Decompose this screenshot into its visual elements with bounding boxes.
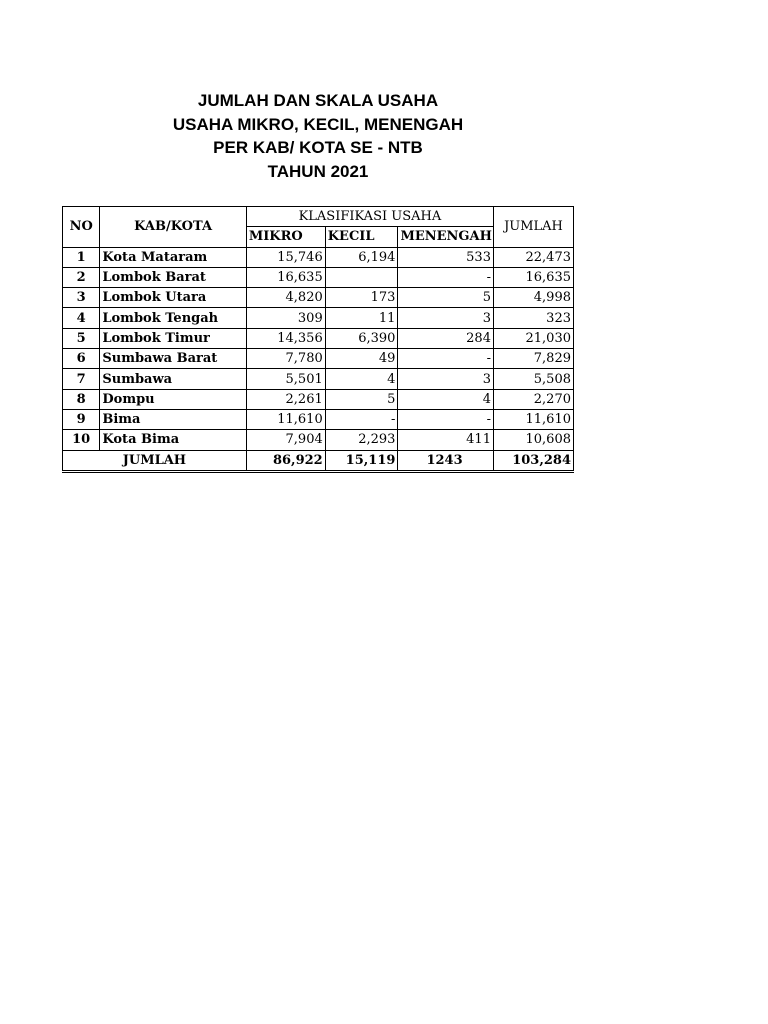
cell-no: 2	[63, 267, 100, 287]
cell-kab-kota: Lombok Utara	[100, 288, 246, 308]
cell-menengah: 4	[398, 389, 494, 409]
table-header	[63, 207, 574, 248]
cell-mikro: 309	[246, 308, 325, 328]
table-row	[63, 389, 574, 409]
total-row	[63, 450, 574, 471]
cell-kab-kota: Sumbawa	[100, 369, 246, 389]
cell-menengah: 5	[398, 288, 494, 308]
header-klasifikasi-usaha: KLASIFIKASI USAHA	[246, 207, 493, 227]
cell-kecil: 11	[325, 308, 398, 328]
cell-kecil	[325, 267, 398, 287]
title-line-2: USAHA MIKRO, KECIL, MENENGAH	[172, 114, 464, 134]
total-jumlah: 103,284	[493, 450, 573, 471]
total-mikro: 86,922	[246, 450, 325, 471]
cell-kab-kota: Sumbawa Barat	[100, 349, 246, 369]
cell-kab-kota: Kota Bima	[100, 430, 246, 450]
cell-jumlah: 4,998	[493, 288, 573, 308]
cell-mikro: 4,820	[246, 288, 325, 308]
title-line-3: PER KAB/ KOTA SE - NTB	[213, 138, 423, 157]
table-row	[63, 369, 574, 389]
cell-mikro: 11,610	[246, 409, 325, 429]
cell-no: 1	[63, 247, 100, 267]
cell-menengah: 3	[398, 308, 494, 328]
cell-kecil: -	[325, 409, 398, 429]
cell-no: 5	[63, 328, 100, 348]
header-mikro: MIKRO	[246, 227, 325, 247]
table-row	[63, 288, 574, 308]
table-row	[63, 328, 574, 348]
cell-jumlah: 2,270	[493, 389, 573, 409]
table-row	[63, 267, 574, 287]
total-menengah: 1243	[398, 450, 494, 471]
cell-jumlah: 21,030	[493, 328, 573, 348]
cell-jumlah: 323	[493, 308, 573, 328]
title-line-1: JUMLAH DAN SKALA USAHA	[197, 91, 439, 110]
table-row	[63, 247, 574, 267]
table-row	[63, 308, 574, 328]
cell-mikro: 16,635	[246, 267, 325, 287]
table-body	[63, 247, 574, 450]
cell-jumlah: 22,473	[493, 247, 573, 267]
cell-kecil: 6,390	[325, 328, 398, 348]
cell-menengah: 284	[398, 328, 494, 348]
cell-menengah: 3	[398, 369, 494, 389]
header-kecil: KECIL	[325, 227, 398, 247]
header-no: NO	[63, 207, 100, 248]
cell-menengah: -	[398, 267, 494, 287]
cell-kab-kota: Bima	[100, 409, 246, 429]
cell-no: 6	[63, 349, 100, 369]
cell-menengah: 411	[398, 430, 494, 450]
cell-kab-kota: Lombok Tengah	[100, 308, 246, 328]
cell-kab-kota: Lombok Barat	[100, 267, 246, 287]
total-kecil: 15,119	[325, 450, 398, 471]
cell-jumlah: 5,508	[493, 369, 573, 389]
cell-kecil: 173	[325, 288, 398, 308]
cell-mikro: 14,356	[246, 328, 325, 348]
header-jumlah: JUMLAH	[493, 207, 573, 248]
cell-jumlah: 16,635	[493, 267, 573, 287]
cell-mikro: 2,261	[246, 389, 325, 409]
cell-no: 7	[63, 369, 100, 389]
table-row	[63, 409, 574, 429]
table-row	[63, 349, 574, 369]
cell-kab-kota: Lombok Timur	[100, 328, 246, 348]
cell-mikro: 7,904	[246, 430, 325, 450]
cell-mikro: 15,746	[246, 247, 325, 267]
cell-no: 9	[63, 409, 100, 429]
business-scale-table	[62, 206, 574, 473]
cell-menengah: 533	[398, 247, 494, 267]
cell-kab-kota: Kota Mataram	[100, 247, 246, 267]
cell-jumlah: 10,608	[493, 430, 573, 450]
cell-kecil: 4	[325, 369, 398, 389]
cell-jumlah: 7,829	[493, 349, 573, 369]
document-title	[62, 89, 574, 183]
cell-mikro: 7,780	[246, 349, 325, 369]
cell-kecil: 6,194	[325, 247, 398, 267]
header-kab-kota: KAB/KOTA	[100, 207, 246, 248]
cell-no: 3	[63, 288, 100, 308]
cell-kecil: 5	[325, 389, 398, 409]
cell-mikro: 5,501	[246, 369, 325, 389]
cell-kecil: 49	[325, 349, 398, 369]
total-label: JUMLAH	[63, 450, 247, 471]
cell-kab-kota: Dompu	[100, 389, 246, 409]
title-line-4: TAHUN 2021	[267, 161, 369, 181]
cell-menengah: -	[398, 409, 494, 429]
cell-menengah: -	[398, 349, 494, 369]
table-row	[63, 430, 574, 450]
header-menengah: MENENGAH	[398, 227, 494, 247]
cell-kecil: 2,293	[325, 430, 398, 450]
cell-no: 8	[63, 389, 100, 409]
cell-jumlah: 11,610	[493, 409, 573, 429]
cell-no: 10	[63, 430, 100, 450]
cell-no: 4	[63, 308, 100, 328]
